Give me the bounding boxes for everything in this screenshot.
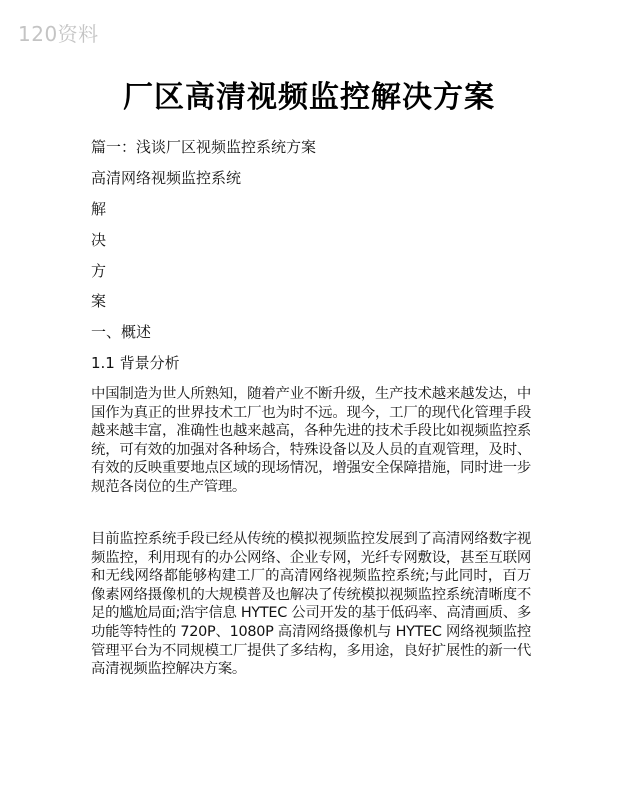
document-title: 厂区高清视频监控解决方案 [123,80,495,115]
vertical-char: 决 [91,231,107,249]
background-heading: 1.1 背景分析 [91,354,180,372]
outline-heading: 一、概述 [91,323,152,341]
paragraph: 中国制造为世人所熟知，随着产业不断升级，生产技术越来越发达，中国作为真正的世界技术工厂也为时不远。现今，工厂的现代化管理手段越来越丰富，准确性也越来越高，各种先进的技术手段比如视频监控系统，可有效的加强对各种场合，特殊设备以及人员的直观管理，及时、有效的反映重要地点区域的现场情况，增强安全保障措施，同时进一步规范各岗位的生产管理。 [91,386,531,495]
vertical-char: 方 [91,262,107,280]
vertical-char: 案 [91,292,107,310]
section-heading: 篇一：浅谈厂区视频监控系统方案 [91,138,317,156]
subheading: 高清网络视频监控系统 [91,169,242,187]
vertical-char: 解 [91,200,107,218]
watermark: 120资料 [18,22,99,46]
paragraph: 目前监控系统手段已经从传统的模拟视频监控发展到了高清网络数字视频监控，利用现有的办公网络、企业专网，光纤专网敷设，甚至互联网和无线网络都能够构建工厂的高清网络视频监控系统;与此同时，百万像素网络摄像机的大规模普及也解决了传统模拟视频监控系统清晰度不足的尴尬局面;浩宇信息 HYTEC 公司开发的基于低码率、高清画质、多功能等特性的 720P、1080P 高清网络摄像机与 HYTEC 网络视频监控管理平台为不同规模工厂提供了多结构，多用途，良好扩展性的新一代高清视频监控解决方案。 [91,531,531,678]
